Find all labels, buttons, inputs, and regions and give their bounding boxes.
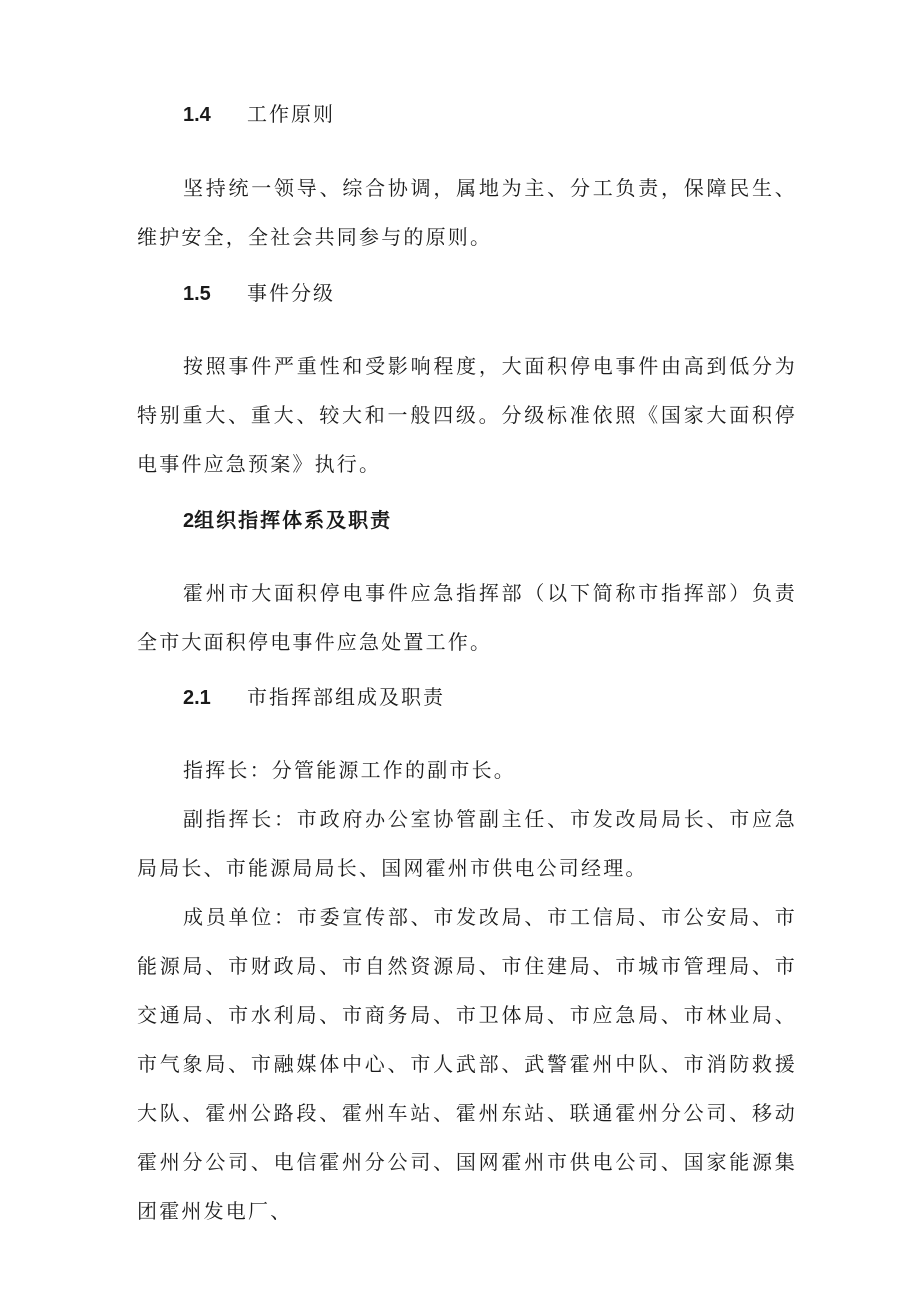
section-heading-1-5 [183,278,335,308]
paragraph-command-system: 霍州市大面积停电事件应急指挥部（以下简称市指挥部）负责全市大面积停电事件应急处置工作。 [137,581,797,654]
paragraph-deputy-commander: 副指挥长：市政府办公室协管副主任、市发改局局长、市应急局局长、市能源局局长、国网霍州市供电公司经理。 [137,807,797,880]
paragraph-work-principles: 坚持统一领导、综合协调，属地为主、分工负责，保障民生、维护安全，全社会共同参与的原则。 [137,176,797,249]
section-heading-1-4 [183,99,335,129]
paragraph-event-grading: 按照事件严重性和受影响程度，大面积停电事件由高到低分为特别重大、重大、较大和一般四级。分级标准依照《国家大面积停电事件应急预案》执行。 [137,354,797,476]
section-title: 工作原则 [247,102,335,126]
section-number: 1.4 [183,104,211,126]
section-number: 2 [183,510,195,532]
paragraph-member-units: 成员单位：市委宣传部、市发改局、市工信局、市公安局、市能源局、市财政局、市自然资源局、市住建局、市城市管理局、市交通局、市水利局、市商务局、市卫体局、市应急局、市林业局、市气象局、市融媒体中心、市人武部、武警霍州中队、市消防救援大队、霍州公路段、霍州车站、霍州东站、联通霍州分公司、移动霍州分公司、电信霍州分公司、国网霍州市供电公司、国家能源集团霍州发电厂、 [137,905,797,1223]
section-title: 市指挥部组成及职责 [247,685,445,709]
section-heading-2-1 [183,682,445,712]
section-number: 2.1 [183,687,211,709]
section-title: 组织指挥体系及职责 [194,508,393,532]
section-number: 1.5 [183,283,211,305]
section-heading-2 [183,505,392,535]
paragraph-commander: 指挥长：分管能源工作的副市长。 [183,758,516,782]
section-title: 事件分级 [247,281,335,305]
